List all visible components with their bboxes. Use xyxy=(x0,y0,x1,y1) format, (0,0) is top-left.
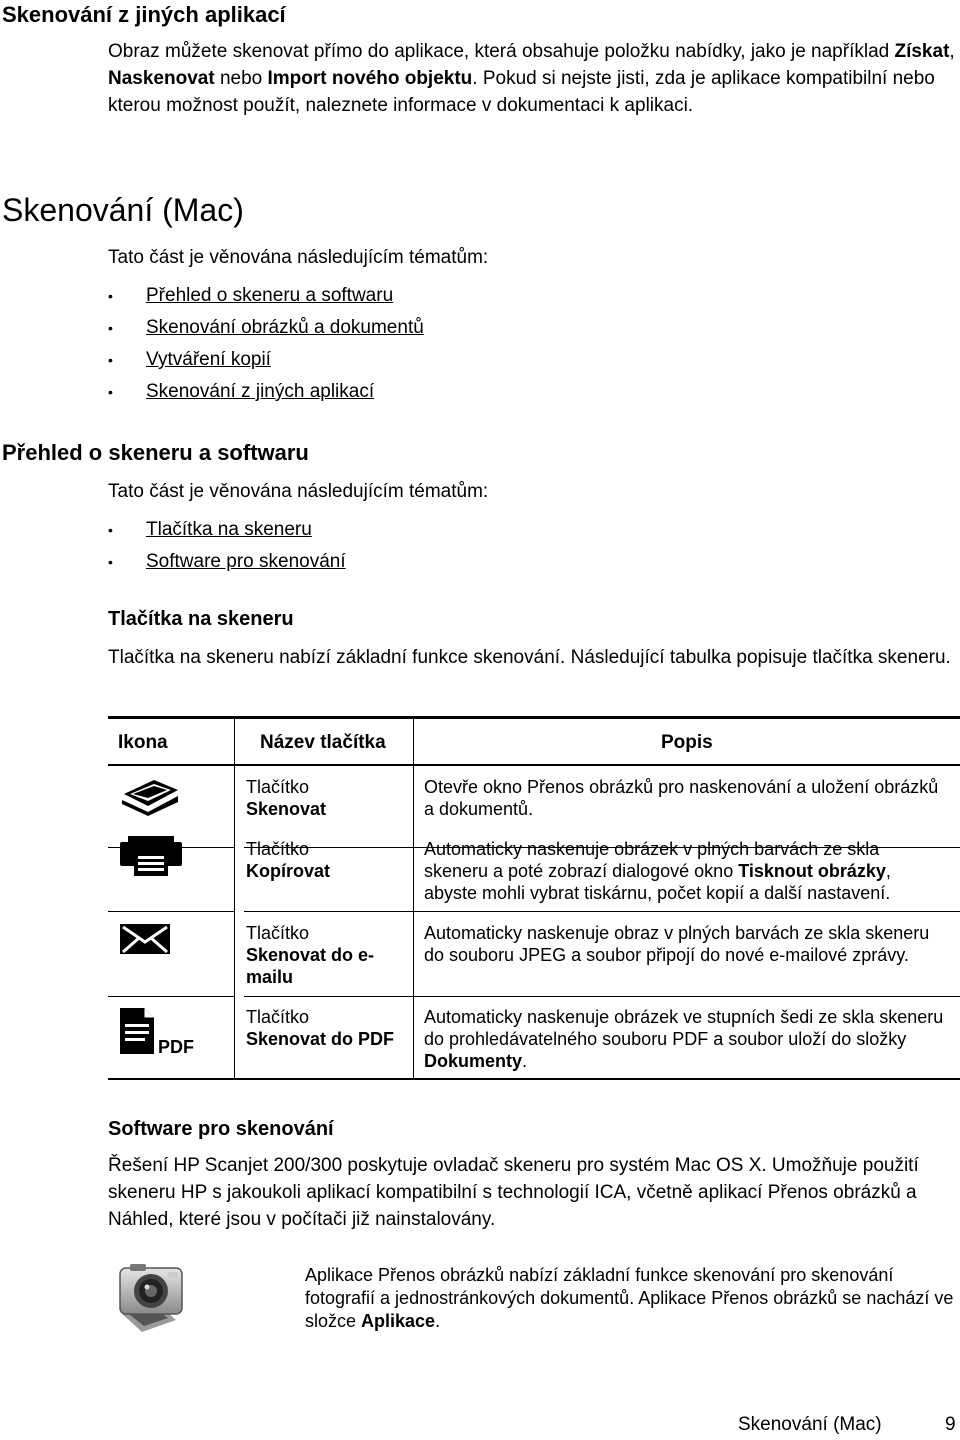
link-scan-software[interactable]: Software pro skenování xyxy=(146,551,346,572)
overview-topic-list xyxy=(108,518,708,582)
table-top-rule xyxy=(108,716,960,719)
button-name: Skenovat do PDF xyxy=(246,1029,395,1049)
button-name-cell xyxy=(246,922,406,988)
other-apps-paragraph xyxy=(108,38,958,119)
mac-intro: Tato část je věnována následujícím tématům: xyxy=(108,247,489,268)
text-run: Automaticky naskenuje obrázek v plných barvách ze skla skeneru a poté zobrazí dialogové okno xyxy=(424,839,880,881)
page-number: 9 xyxy=(945,1414,956,1435)
heading-scan-software: Software pro skenování xyxy=(108,1118,334,1140)
text-run: . xyxy=(522,1051,528,1071)
table-header-rule xyxy=(108,764,960,766)
heading-scanning-mac: Skenování (Mac) xyxy=(2,192,244,228)
link-overview[interactable]: Přehled o skeneru a softwaru xyxy=(146,285,394,306)
software-paragraph: Řešení HP Scanjet 200/300 poskytuje ovladač skeneru pro systém Mac OS X. Umožňuje použití skeneru HP s jakoukoli aplikací kompatibilní s technologií ICA, včetně aplikací Přenos obrázků a Náhled, které jsou v počítači již nainstalovány. xyxy=(108,1155,919,1230)
button-name-cell xyxy=(246,838,406,882)
button-name: Kopírovat xyxy=(246,861,331,881)
table-header-name: Název tlačítka xyxy=(260,732,386,753)
bold-text: Aplikace xyxy=(361,1311,436,1331)
button-name: Skenovat do e-mailu xyxy=(246,945,375,987)
row-divider xyxy=(108,911,235,912)
text-run: nebo xyxy=(214,68,268,89)
table-divider xyxy=(234,719,235,1079)
button-name-prefix: Tlačítko xyxy=(246,923,310,943)
text-run: Automaticky naskenuje obraz v plných barvách ze skla skeneru do souboru JPEG a soubor připojí do nové e-mailové zprávy. xyxy=(424,923,930,965)
table-bottom-rule xyxy=(108,1078,960,1080)
link-scan-from-other-apps[interactable]: Skenování z jiných aplikací xyxy=(146,381,375,402)
bold-text: Tisknout obrázky xyxy=(738,861,886,881)
list-item: • Přehled o skeneru a softwaru xyxy=(108,285,394,306)
copy-printer-icon xyxy=(118,834,184,883)
row-divider xyxy=(108,996,235,997)
table-divider xyxy=(413,719,414,1079)
mac-topic-list xyxy=(108,284,708,412)
row-divider xyxy=(244,911,960,912)
scan-icon xyxy=(118,774,180,821)
table-header-description: Popis xyxy=(661,732,713,753)
button-description-cell xyxy=(424,776,944,820)
list-item: • Vytváření kopií xyxy=(108,349,271,370)
row-divider xyxy=(244,996,960,997)
button-name: Skenovat xyxy=(246,799,327,819)
buttons-paragraph: Tlačítka na skeneru nabízí základní funkce skenování. Následující tabulka popisuje tlačítka skeneru. xyxy=(108,647,951,668)
email-envelope-icon xyxy=(118,922,172,961)
text-run: Automaticky naskenuje obrázek ve stupních šedi ze skla skeneru do prohledávatelného souboru PDF a soubor uloží do složky xyxy=(424,1007,944,1049)
list-item: • Skenování z jiných aplikací xyxy=(108,381,375,402)
button-description-cell xyxy=(424,922,944,966)
button-name-prefix: Tlačítko xyxy=(246,777,310,797)
text-run: , abyste mohli vybrat tiskárnu, počet kopií a další nastavení. xyxy=(424,861,891,903)
text-run: . Pokud si nejste jisti, zda je aplikace kompatibilní nebo kterou možnost použít, naleznete informace v dokumentaci k aplikaci. xyxy=(108,68,935,116)
pdf-document-icon xyxy=(118,1006,200,1063)
heading-scanner-buttons: Tlačítka na skeneru xyxy=(108,608,294,630)
text-run: , xyxy=(949,41,955,62)
scanner-buttons-table xyxy=(108,716,960,1080)
button-name-prefix: Tlačítko xyxy=(246,839,310,859)
button-name-cell xyxy=(246,1006,411,1050)
bold-text: Import nového objektu xyxy=(267,68,473,89)
bold-text: Naskenovat xyxy=(108,68,215,89)
list-item: • Software pro skenování xyxy=(108,551,346,572)
pdf-icon-label: PDF xyxy=(158,1037,194,1057)
bold-text: Získat xyxy=(894,41,950,62)
button-name-cell xyxy=(246,776,406,820)
text-run: . xyxy=(435,1311,441,1331)
heading-overview: Přehled o skeneru a softwaru xyxy=(2,440,309,465)
heading-scan-from-other-apps: Skenování z jiných aplikací xyxy=(2,2,286,27)
image-capture-note xyxy=(305,1264,955,1333)
list-item: • Tlačítka na skeneru xyxy=(108,519,312,540)
link-scanner-buttons[interactable]: Tlačítka na skeneru xyxy=(146,519,312,540)
list-item: • Skenování obrázků a dokumentů xyxy=(108,317,424,338)
table-header-icon: Ikona xyxy=(118,732,168,753)
link-scan-images-documents[interactable]: Skenování obrázků a dokumentů xyxy=(146,317,424,338)
button-description-cell xyxy=(424,1006,954,1072)
button-description-cell xyxy=(424,838,944,904)
footer-section-name: Skenování (Mac) xyxy=(738,1414,882,1435)
bold-text: Dokumenty xyxy=(424,1051,523,1071)
text-run: Obraz můžete skenovat přímo do aplikace, která obsahuje položku nabídky, jako je například xyxy=(108,41,895,62)
text-run: Otevře okno Přenos obrázků pro naskenování a uložení obrázků a dokumentů. xyxy=(424,777,939,819)
button-name-prefix: Tlačítko xyxy=(246,1007,310,1027)
link-make-copies[interactable]: Vytváření kopií xyxy=(146,349,271,370)
image-capture-camera-icon xyxy=(116,1262,186,1339)
text-run: Aplikace Přenos obrázků nabízí základní funkce skenování pro skenování fotografií a jednostránkových dokumentů. Aplikace Přenos obrázků se nachází ve složce xyxy=(305,1265,954,1331)
overview-intro: Tato část je věnována následujícím tématům: xyxy=(108,481,489,502)
